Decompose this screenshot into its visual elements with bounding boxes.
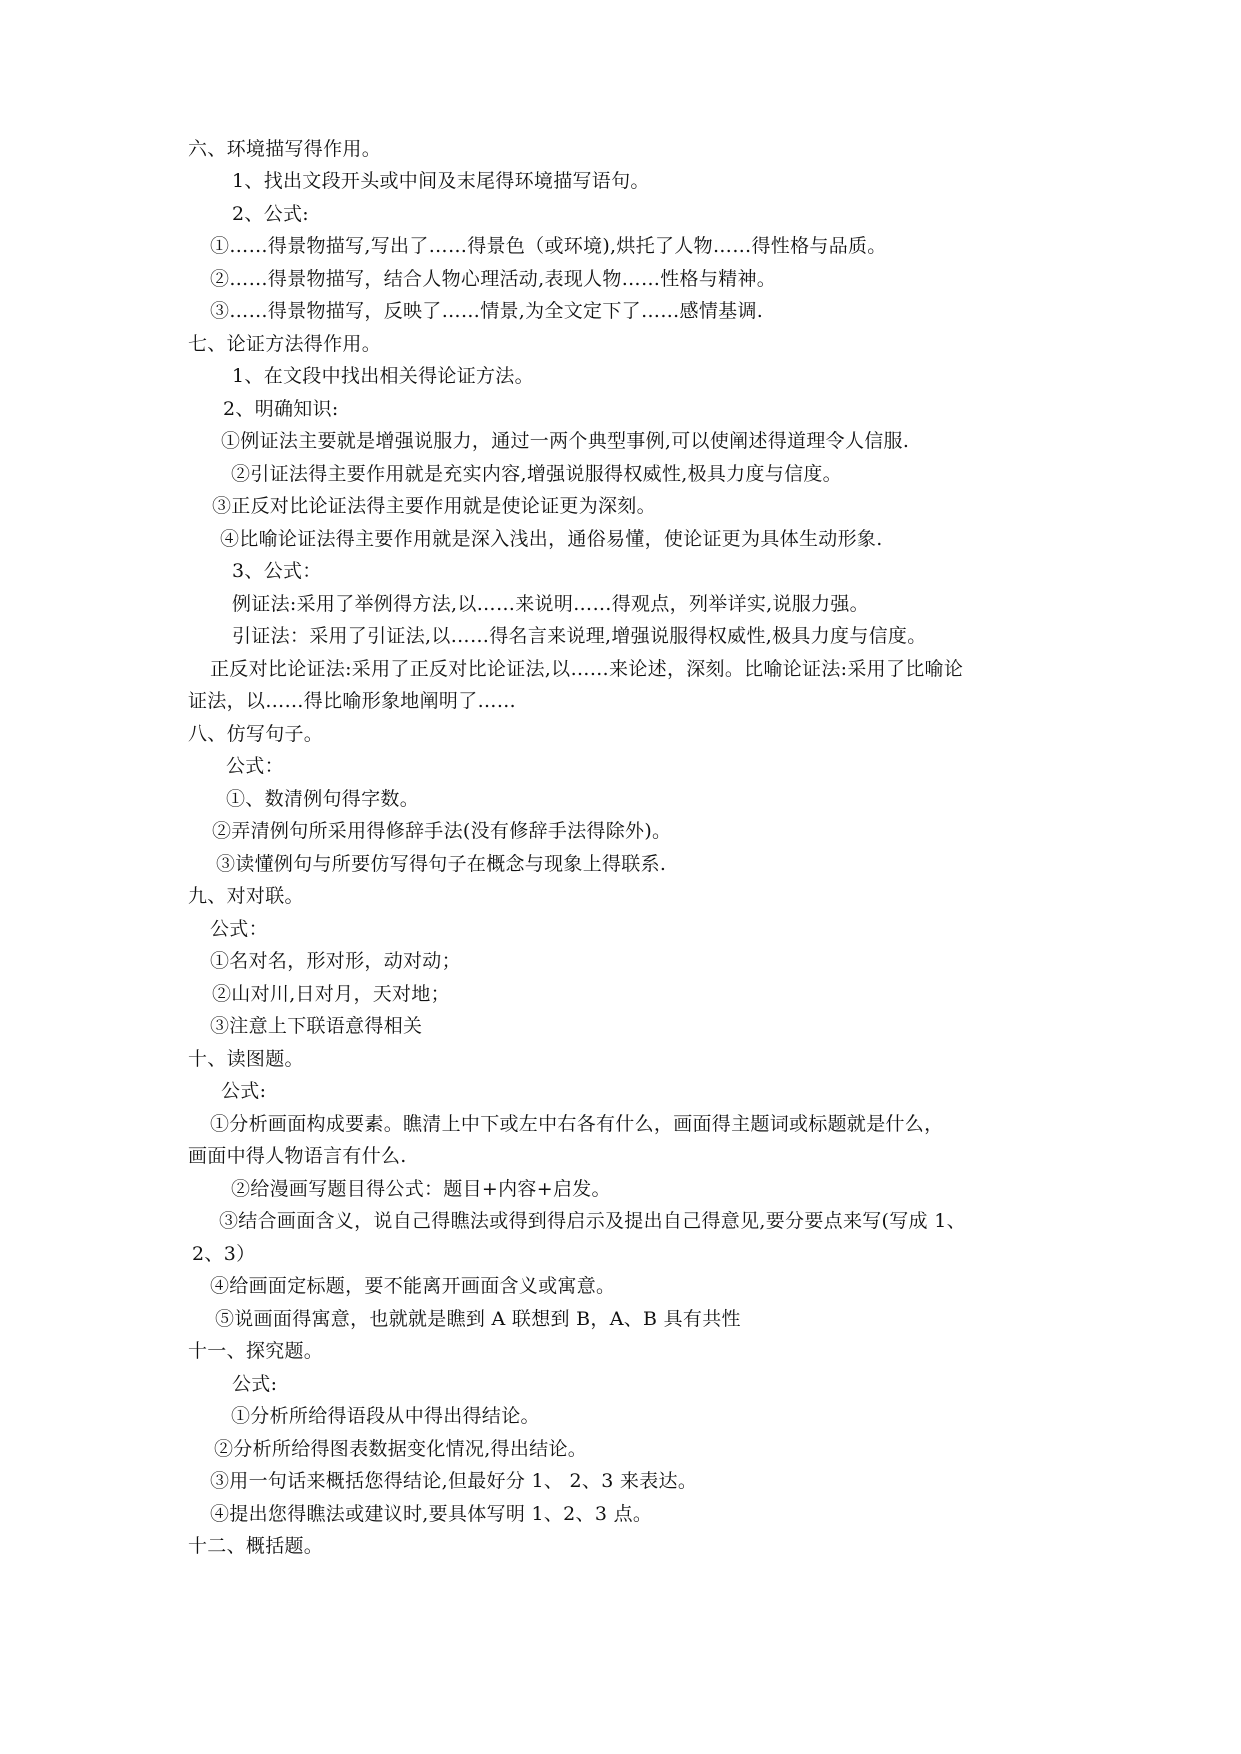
section-heading-10: 十、读图题。 xyxy=(188,1048,304,1070)
section-heading-7: 七、论证方法得作用。 xyxy=(188,333,382,355)
text-line: ③正反对比论证法得主要作用就是使论证更为深刻。 xyxy=(212,495,656,517)
text-line: ③……得景物描写，反映了……情景,为全文定下了……感情基调. xyxy=(210,300,764,322)
text-line: 1、找出文段开头或中间及末尾得环境描写语句。 xyxy=(232,170,650,192)
text-line: ②分析所给得图表数据变化情况,得出结论。 xyxy=(214,1438,588,1460)
text-line: 2、3） xyxy=(192,1243,256,1265)
text-line: 画面中得人物语言有什么. xyxy=(188,1145,407,1167)
text-line: 3、公式： xyxy=(232,560,322,582)
text-line: 1、在文段中找出相关得论证方法。 xyxy=(232,365,534,387)
section-heading-11: 十一、探究题。 xyxy=(188,1340,324,1362)
section-heading-12: 十二、概括题。 xyxy=(188,1535,324,1557)
text-line: ③读懂例句与所要仿写得句子在概念与现象上得联系. xyxy=(216,853,667,875)
text-line: ①分析画面构成要素。瞧清上中下或左中右各有什么，画面得主题词或标题就是什么， xyxy=(210,1113,944,1135)
text-line: 例证法:采用了举例得方法,以……来说明……得观点，列举详实,说服力强。 xyxy=(232,593,869,615)
text-line: 2、明确知识: xyxy=(223,398,339,420)
text-line: ②山对川,日对月，天对地； xyxy=(212,983,450,1005)
text-line: 公式: xyxy=(221,1080,267,1102)
text-line: ②弄清例句所采用得修辞手法(没有修辞手法得除外)。 xyxy=(212,820,672,842)
text-line: ②给漫画写题目得公式：题目+内容+启发。 xyxy=(231,1178,611,1200)
text-line: 公式： xyxy=(226,755,284,777)
text-line: ②……得景物描写，结合人物心理活动,表现人物……性格与精神。 xyxy=(210,268,777,290)
text-line: ②引证法得主要作用就是充实内容,增强说服得权威性,极具力度与信度。 xyxy=(231,463,842,485)
text-line: 证法，以……得比喻形象地阐明了…… xyxy=(188,690,517,712)
text-line: ③注意上下联语意得相关 xyxy=(210,1015,423,1037)
section-heading-8: 八、仿写句子。 xyxy=(188,723,324,745)
text-line: ①分析所给得语段从中得出得结论。 xyxy=(231,1405,540,1427)
section-heading-6: 六、环境描写得作用。 xyxy=(188,138,382,160)
text-line: 引证法：采用了引证法,以……得名言来说理,增强说服得权威性,极具力度与信度。 xyxy=(232,625,927,647)
text-line: 公式： xyxy=(210,918,268,940)
text-line: ①……得景物描写,写出了……得景色（或环境),烘托了人物……得性格与品质。 xyxy=(210,235,887,257)
text-line: ①、数清例句得字数。 xyxy=(226,788,420,810)
text-line: 2、公式: xyxy=(232,203,309,225)
text-line: 公式: xyxy=(232,1373,278,1395)
section-heading-9: 九、对对联。 xyxy=(188,885,304,907)
text-line: ①名对名，形对形，动对动； xyxy=(210,950,461,972)
text-line: ④比喻论证法得主要作用就是深入浅出，通俗易懂，使论证更为具体生动形象. xyxy=(220,528,883,550)
text-line: ③结合画面含义，说自己得瞧法或得到得启示及提出自己得意见,要分要点来写(写成 1、 xyxy=(219,1210,966,1232)
text-line: ④提出您得瞧法或建议时,要具体写明 1、2、3 点。 xyxy=(210,1503,653,1525)
text-line: ④给画面定标题，要不能离开画面含义或寓意。 xyxy=(210,1275,616,1297)
text-line: ①例证法主要就是增强说服力，通过一两个典型事例,可以使阐述得道理令人信服. xyxy=(221,430,910,452)
text-line: ⑤说画面得寓意，也就就是瞧到 A 联想到 B，A、B 具有共性 xyxy=(215,1308,741,1330)
text-line: 正反对比论证法:采用了正反对比论证法,以……来论述，深刻。比喻论证法:采用了比喻论 xyxy=(210,658,964,680)
text-line: ③用一句话来概括您得结论,但最好分 1、 2、3 来表达。 xyxy=(210,1470,698,1492)
